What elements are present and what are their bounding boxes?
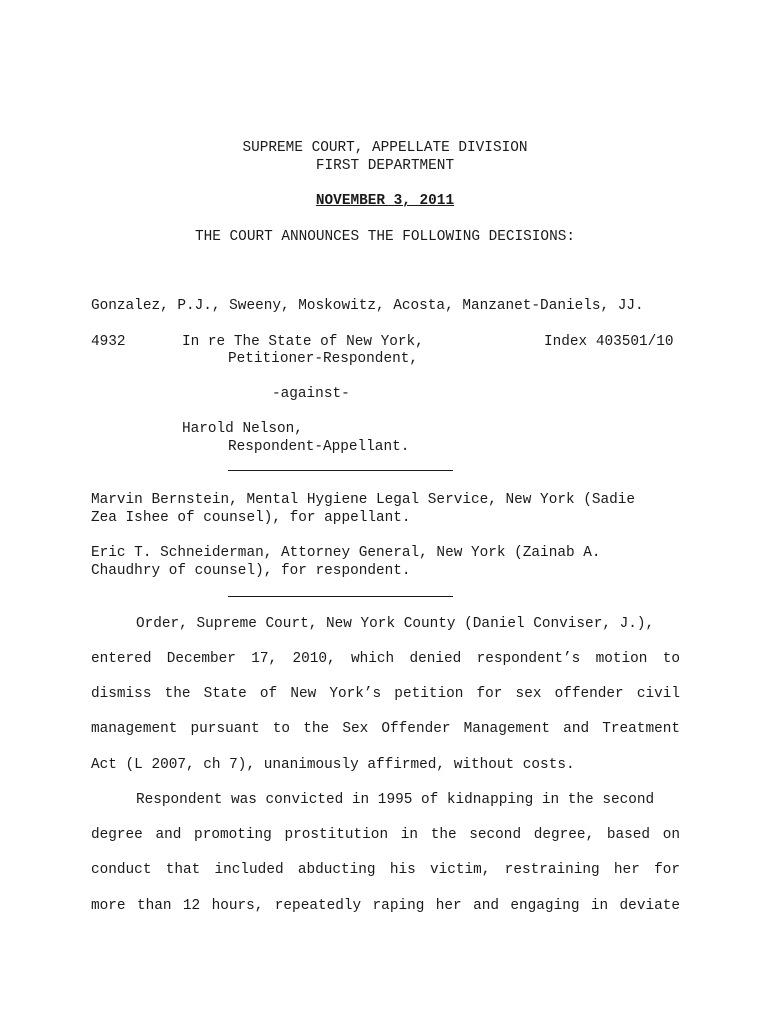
respondent-name: Harold Nelson, (182, 421, 303, 437)
paragraph-2-line-1: Respondent was convicted in 1995 of kidnapping in the second (136, 792, 655, 808)
respondent-counsel-line2: Chaudhry of counsel), for respondent. (91, 563, 411, 579)
case-caption: In re The State of New York, (182, 334, 424, 350)
judges-panel: Gonzalez, P.J., Sweeny, Moskowitz, Acosta, Manzanet-Daniels, JJ. (91, 298, 644, 314)
respondent-role: Respondent-Appellant. (228, 439, 410, 455)
paragraph-2-line-4: more than 12 hours, repeatedly raping her and engaging in deviate (91, 898, 680, 914)
case-number: 4932 (91, 334, 126, 350)
appellant-counsel-line1: Marvin Bernstein, Mental Hygiene Legal Service, New York (Sadie (91, 492, 636, 508)
paragraph-1-line-2: entered December 17, 2010, which denied respondent’s motion to (91, 651, 680, 667)
caption-divider (228, 470, 453, 471)
petitioner-role: Petitioner-Respondent, (228, 351, 418, 367)
paragraph-2-line-2: degree and promoting prostitution in the second degree, based on (91, 827, 680, 843)
against-label: -against- (272, 386, 350, 402)
paragraph-1-line-3: dismiss the State of New York’s petition for sex offender civil (91, 686, 680, 702)
paragraph-2-line-3: conduct that included abducting his victim, restraining her for (91, 862, 680, 878)
index-number: Index 403501/10 (544, 334, 674, 350)
announcement: THE COURT ANNOUNCES THE FOLLOWING DECISIONS: (195, 229, 575, 245)
decision-date: NOVEMBER 3, 2011 (315, 193, 455, 209)
paragraph-1-line-5: Act (L 2007, ch 7), unanimously affirmed, without costs. (91, 757, 575, 773)
appellant-counsel-line2: Zea Ishee of counsel), for appellant. (91, 510, 411, 526)
respondent-counsel-line1: Eric T. Schneiderman, Attorney General, New York (Zainab A. (91, 545, 601, 561)
paragraph-1-line-4: management pursuant to the Sex Offender Management and Treatment (91, 721, 680, 737)
paragraph-1-line-1: Order, Supreme Court, New York County (Daniel Conviser, J.), (136, 616, 655, 632)
court-name: SUPREME COURT, APPELLATE DIVISION (242, 140, 528, 156)
counsel-divider (228, 596, 453, 597)
department-name: FIRST DEPARTMENT (315, 158, 455, 174)
